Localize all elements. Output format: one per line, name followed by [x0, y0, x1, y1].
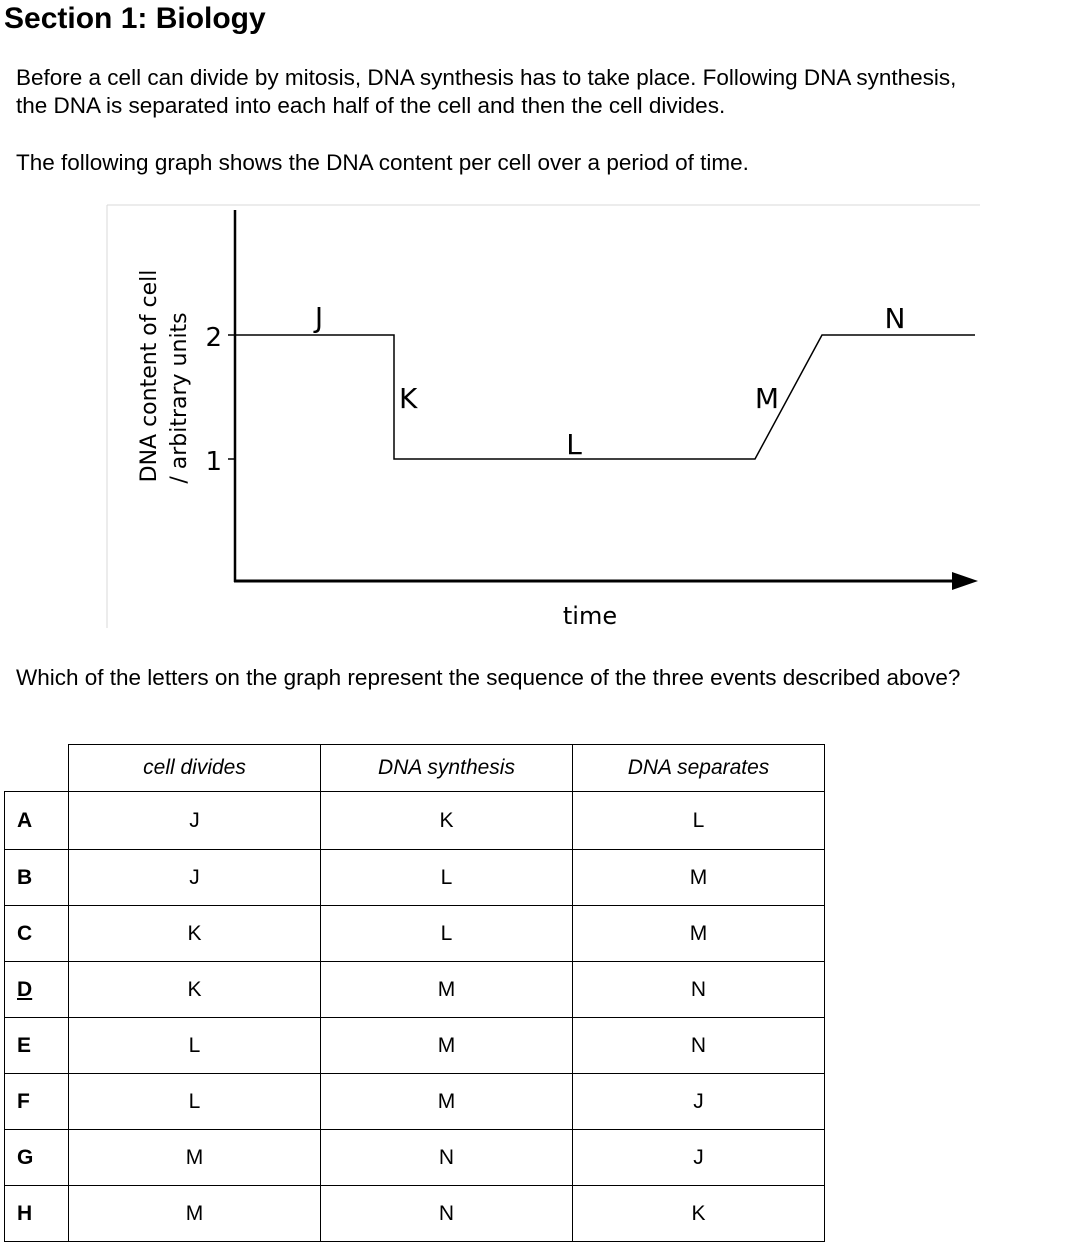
y-tick-label-2: 2 — [205, 323, 222, 353]
cell-divides-value: L — [69, 1018, 321, 1074]
dna-content-line — [236, 335, 975, 459]
option-label: H — [5, 1186, 69, 1242]
option-label: A — [5, 792, 69, 850]
dna-separates-value: L — [573, 792, 825, 850]
dna-synthesis-value: N — [321, 1130, 573, 1186]
dna-separates-value: M — [573, 906, 825, 962]
header-dna-separates: DNA separates — [573, 745, 825, 792]
graph-intro: The following graph shows the DNA content per cell over a period of time. — [16, 150, 749, 175]
header-cell-divides: cell divides — [69, 745, 321, 792]
cell-divides-value: M — [69, 1186, 321, 1242]
option-row-f[interactable] — [5, 1074, 825, 1130]
dna-synthesis-value: M — [321, 1074, 573, 1130]
dna-separates-value: J — [573, 1074, 825, 1130]
option-label-underlined: D — [17, 977, 33, 1001]
dna-synthesis-value: L — [321, 850, 573, 906]
option-row-c[interactable] — [5, 906, 825, 962]
dna-separates-value: N — [573, 1018, 825, 1074]
table-header-row — [5, 745, 825, 792]
intro-line-2: the DNA is separated into each half of the cell and then the cell divides. — [16, 93, 726, 118]
cell-divides-value: K — [69, 906, 321, 962]
option-row-h[interactable] — [5, 1186, 825, 1242]
question-text: Which of the letters on the graph represent the sequence of the three events described above? — [16, 665, 961, 690]
segment-label-j: J — [314, 301, 324, 334]
dna-separates-value: K — [573, 1186, 825, 1242]
dna-synthesis-value: M — [321, 1018, 573, 1074]
option-label: B — [5, 850, 69, 906]
option-label — [5, 962, 69, 1018]
cell-divides-value: M — [69, 1130, 321, 1186]
segment-label-m: M — [754, 382, 780, 415]
y-tick-label-1: 1 — [205, 447, 222, 477]
cell-divides-value: J — [69, 850, 321, 906]
dna-synthesis-value: L — [321, 906, 573, 962]
segment-label-k: K — [399, 382, 418, 415]
dna-synthesis-value: M — [321, 962, 573, 1018]
intro-line-1: Before a cell can divide by mitosis, DNA synthesis has to take place. Following DNA synthesis, — [16, 65, 957, 90]
cell-divides-value: K — [69, 962, 321, 1018]
dna-separates-value: J — [573, 1130, 825, 1186]
x-axis-arrowhead — [952, 572, 978, 590]
option-label: E — [5, 1018, 69, 1074]
cell-divides-value: J — [69, 792, 321, 850]
x-axis-label: time — [562, 602, 618, 630]
option-row-d[interactable] — [5, 962, 825, 1018]
option-row-b[interactable] — [5, 850, 825, 906]
option-label: G — [5, 1130, 69, 1186]
section-title: Section 1: Biology — [4, 2, 266, 35]
dna-separates-value: M — [573, 850, 825, 906]
option-label: C — [5, 906, 69, 962]
y-axis-label-line2: / arbitrary units — [167, 312, 192, 484]
cell-divides-value: L — [69, 1074, 321, 1130]
answer-options-table — [4, 744, 825, 1242]
option-label: F — [5, 1074, 69, 1130]
option-row-e[interactable] — [5, 1018, 825, 1074]
header-dna-synthesis: DNA synthesis — [321, 745, 573, 792]
segment-label-l: L — [566, 428, 582, 461]
option-row-g[interactable] — [5, 1130, 825, 1186]
y-axis-label-line1: DNA content of cell — [137, 269, 162, 483]
table-corner-cell — [5, 745, 69, 792]
dna-separates-value: N — [573, 962, 825, 1018]
dna-synthesis-value: K — [321, 792, 573, 850]
option-row-a[interactable] — [5, 792, 825, 850]
segment-label-n: N — [884, 302, 906, 335]
dna-synthesis-value: N — [321, 1186, 573, 1242]
